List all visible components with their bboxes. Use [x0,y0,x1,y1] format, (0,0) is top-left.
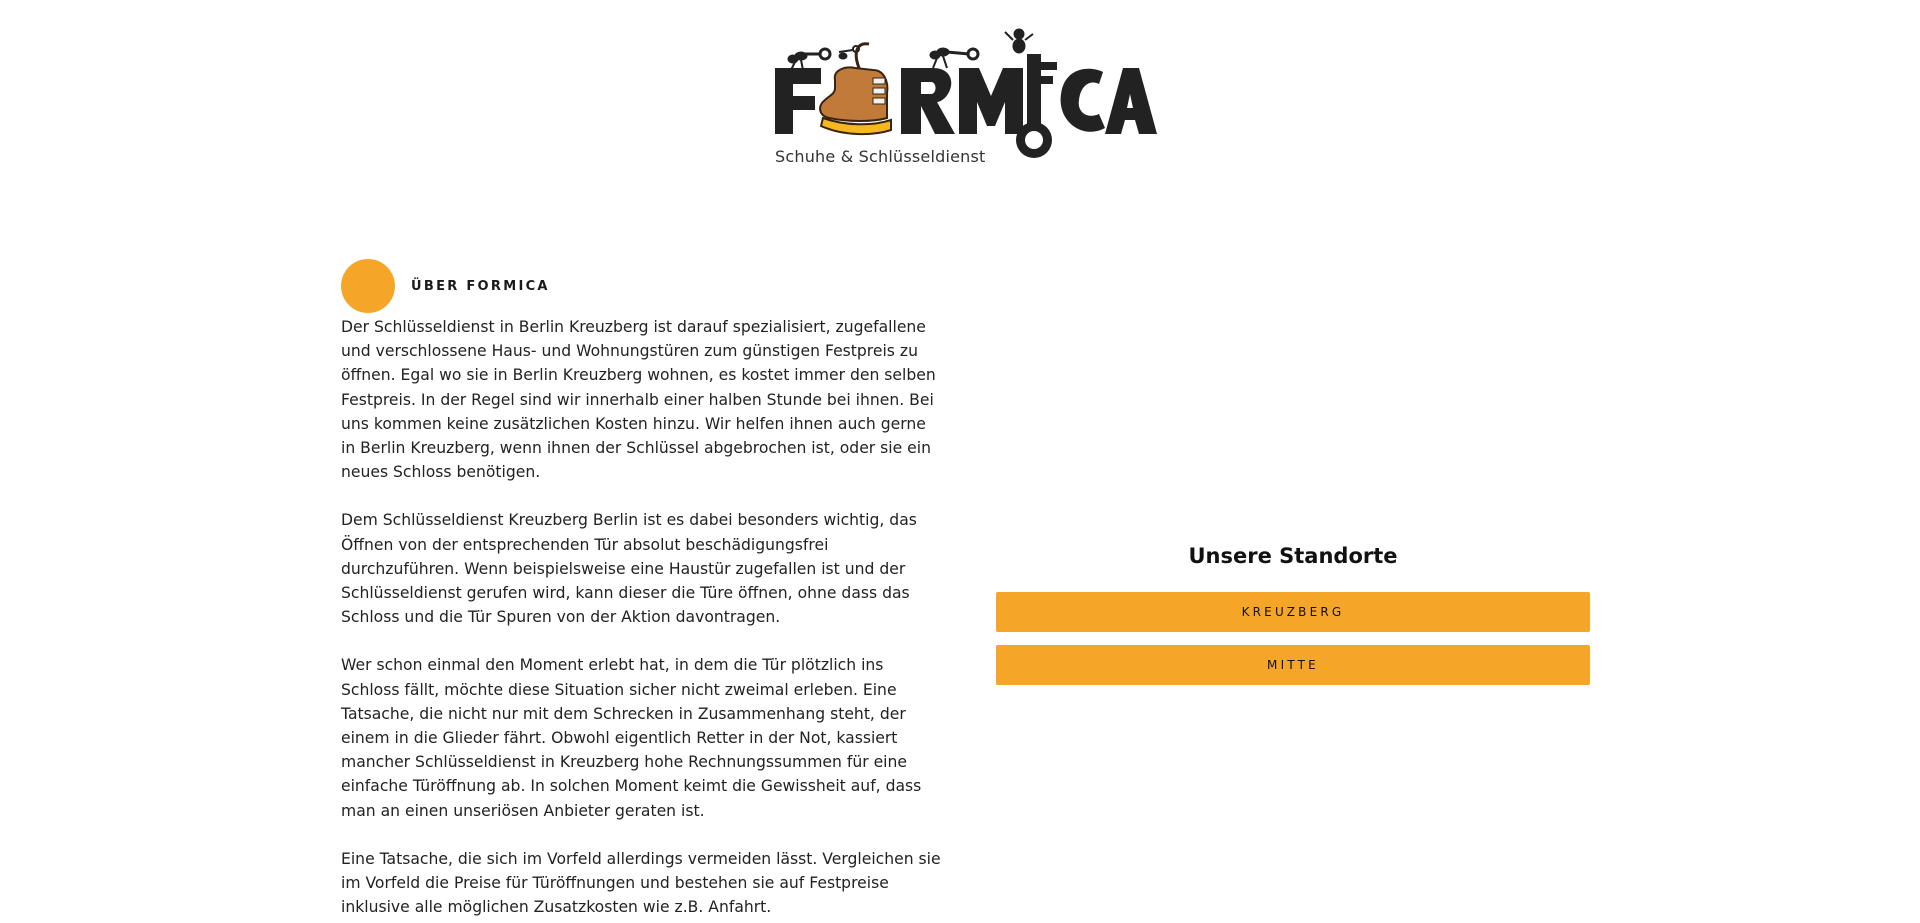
about-header [341,259,941,313]
formica-logo[interactable] [773,22,1157,182]
letter-m [959,68,1023,134]
locations-title: Unsere Standorte [1188,544,1398,568]
letter-a [1105,68,1157,134]
location-kreuzberg-button[interactable]: KREUZBERG [996,592,1590,632]
location-mitte-button[interactable]: MITTE [996,645,1590,685]
about-text [341,315,941,919]
ant-on-key-icon [1005,29,1033,53]
ant-with-key-icon [930,48,978,68]
about-paragraph: Dem Schlüsseldienst Kreuzberg Berlin ist es dabei besonders wichtig, das Öffnen von der entsprechenden Tür absolut beschädigungsfrei durchzuführen. Wenn beispielsweise eine Haustür zugefallen ist und der Schlüsseldienst gerufen wird, kann dieser die Türe öffnen, ohne dass das Schloss und die Tür Spuren von der Aktion davontragen. [341,511,917,627]
about-section [341,259,941,923]
letter-f [775,68,821,134]
about-paragraph: Wer schon einmal den Moment erlebt hat, in dem die Tür plötzlich ins Schloss fällt, möchte diese Situation sicher nicht zweimal erleben. Eine Tatsache, die nicht nur mit dem Schrecken in Zusammenhang steht, der einem in die Glieder fährt. Obwohl eigentlich Retter in der Not, kassiert mancher Schlüsseldienst in Kreuzberg hohe Rechnungssummen für eine einfache Türöffnung ab. In solchen Moment keimt die Gewissheit auf, dass man an einen unseriösen Anbieter geraten ist. [341,656,922,820]
letter-c [1061,69,1105,132]
logo-tagline: Schuhe & Schlüsseldienst [775,147,986,166]
about-paragraph: Eine Tatsache, die sich im Vorfeld allerdings vermeiden lässt. Vergleichen sie im Vorfeld die Preise für Türöffnungen und bestehen sie auf Festpreise inklusive alle möglichen Zusatzkosten wie z.B. Anfahrt. [341,849,941,917]
locations-section [996,540,1590,698]
boot-icon [820,44,891,134]
accent-dot [341,259,395,313]
letter-r [901,68,955,134]
about-label: ÜBER FORMICA [411,278,550,294]
about-paragraph: Der Schlüsseldienst in Berlin Kreuzberg ist darauf spezialisiert, zugefallene und verschlossene Haus- und Wohnungstüren zum günstigen Festpreis zu öffnen. Egal wo sie in Berlin Kreuzberg wohnen, es kostet immer den selben Festpreis. In der Regel sind wir innerhalb einer halben Stunde bei ihnen. Bei uns kommen keine zusätzlichen Kosten hinzu. Wir helfen ihnen auch gerne in Berlin Kreuzberg, wenn ihnen der Schlüssel abgebrochen ist, oder sie ein neues Schloss benötigen. [341,318,936,482]
ant-with-key-icon [788,49,830,70]
